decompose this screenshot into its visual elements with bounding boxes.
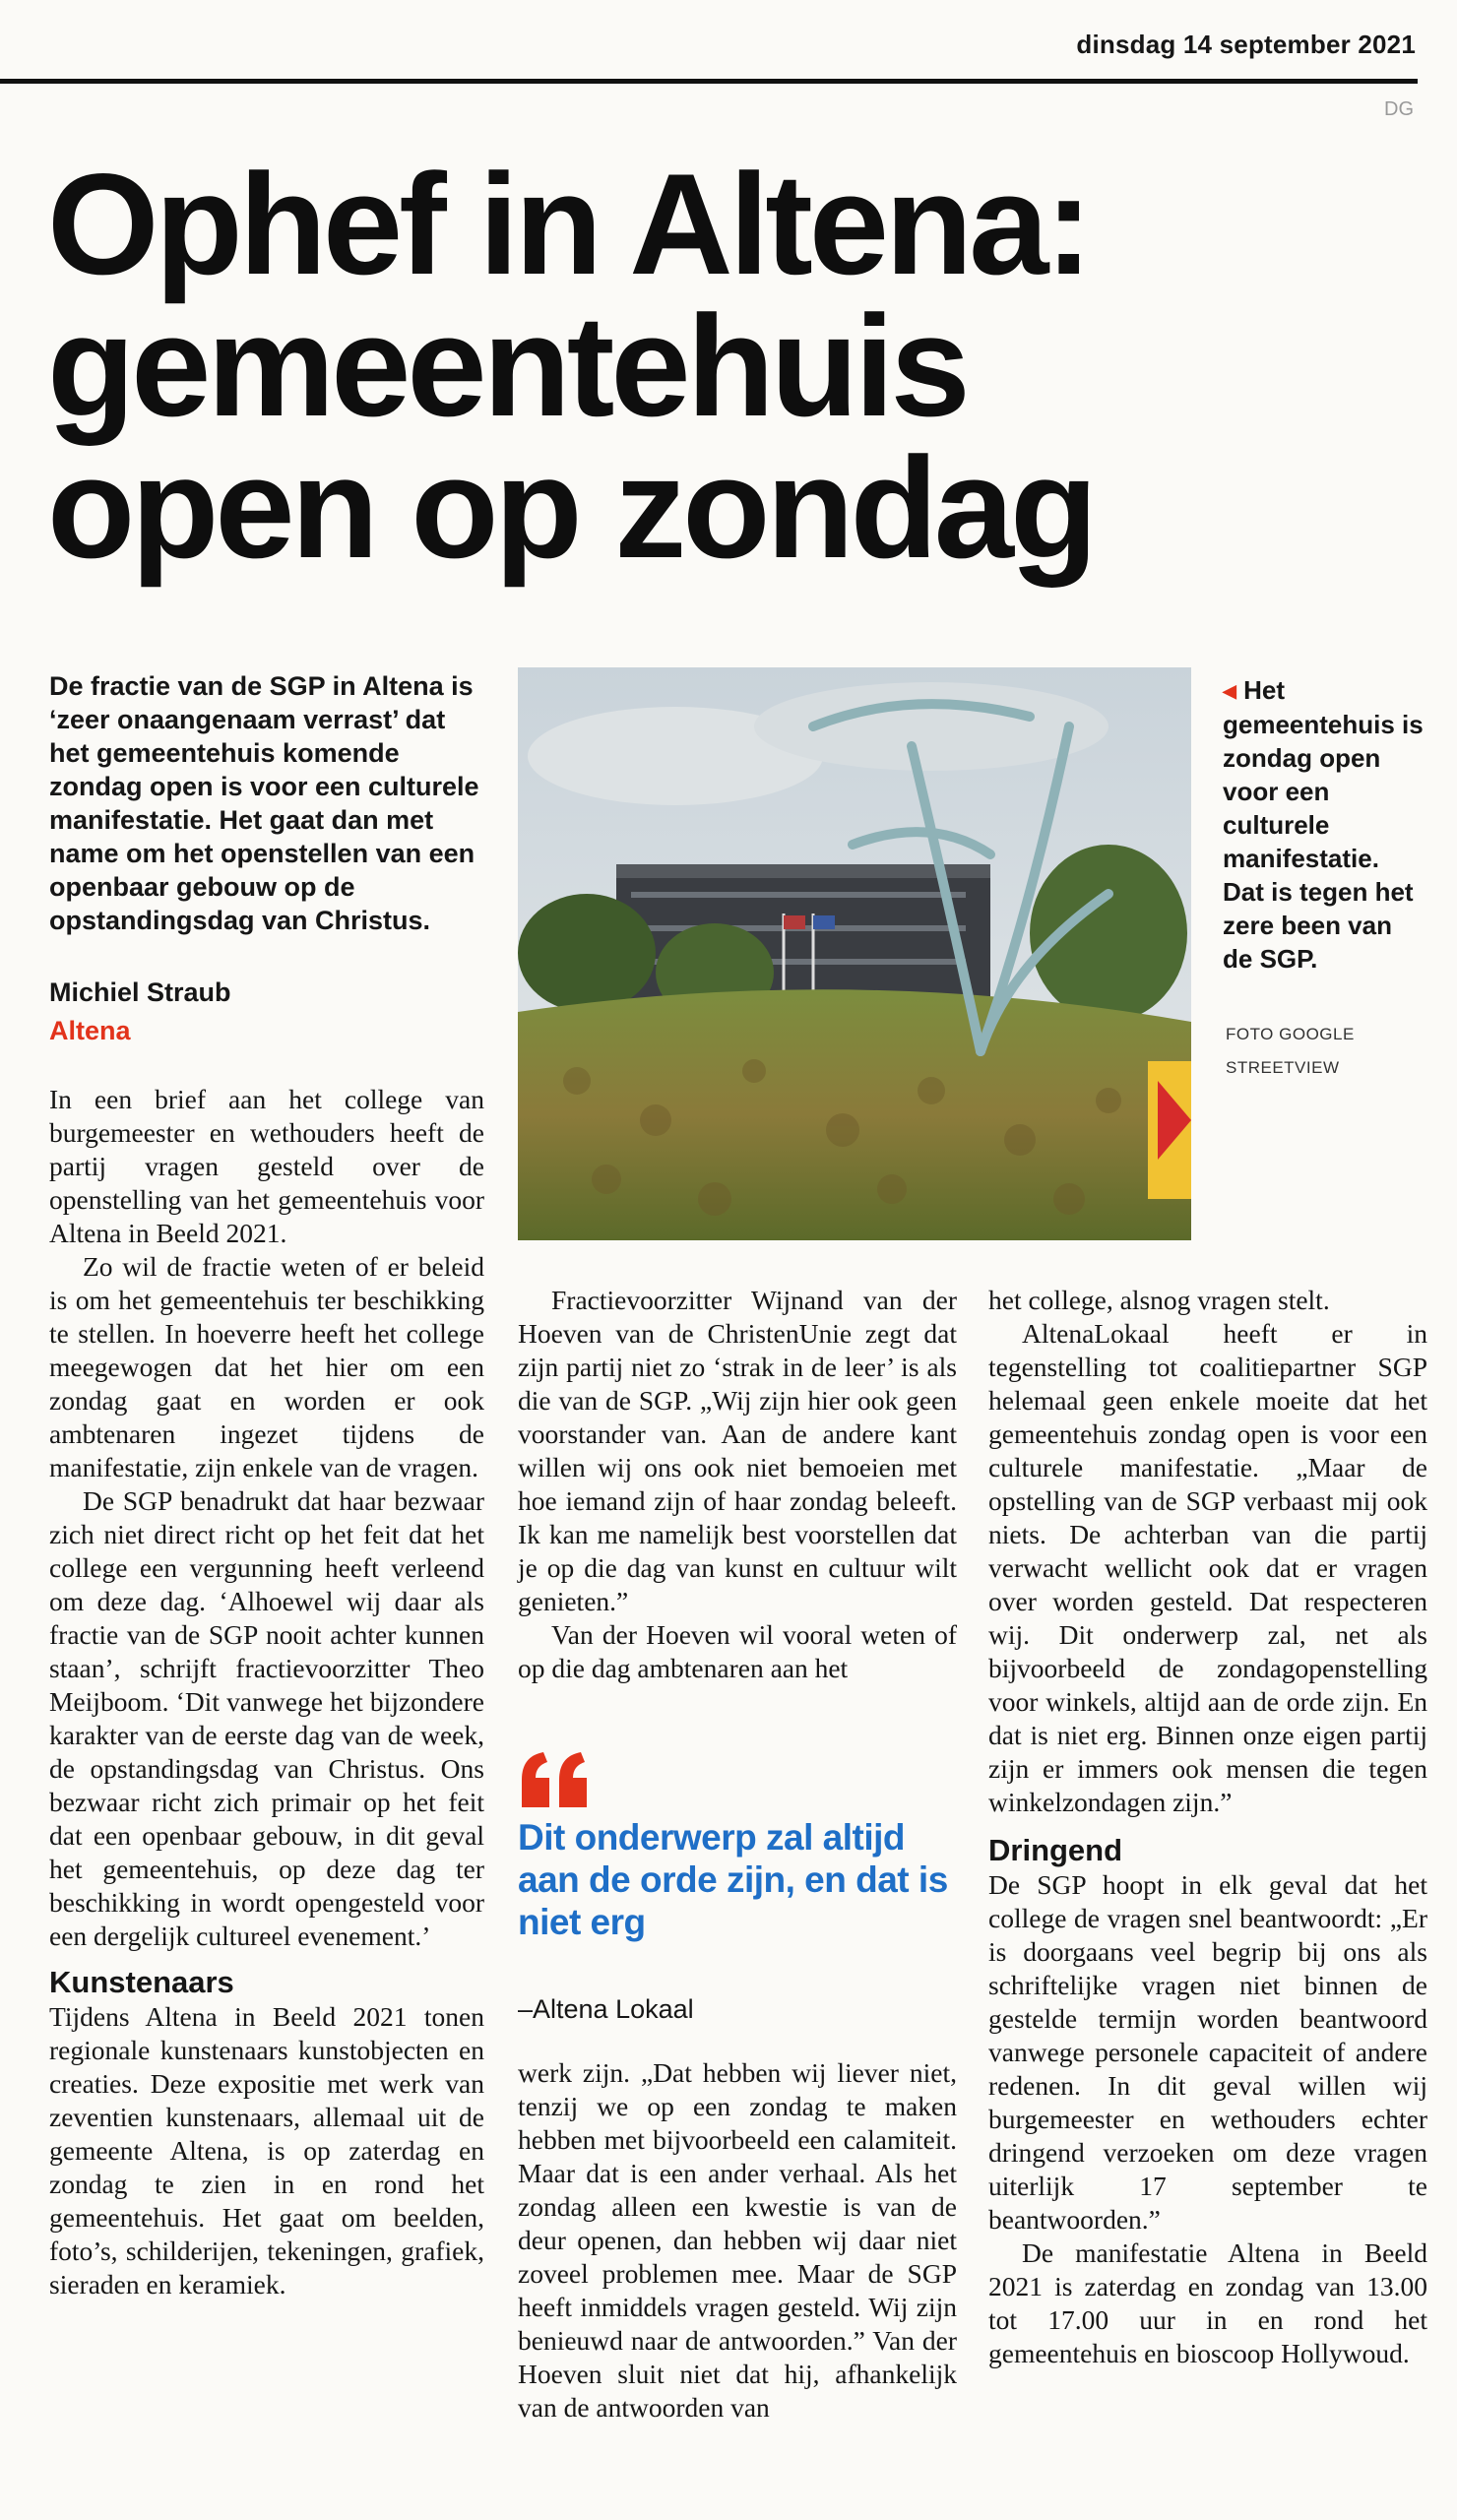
- article-column-1: [49, 1083, 484, 2301]
- col2-paragraph-3: werk zijn. „Dat hebben wij liever niet, tenzij we op een zondag te maken hebben met bijvoorbeeld een calamiteit. Maar dat is een ander verhaal. Als het zondag alleen een kwestie is van de deur openen, dan hebben wij daar niet zoveel problemen mee. Maar de SGP heeft inmiddels vragen gesteld. Wij zijn benieuwd naar de antwoorden.” Van der Hoeven sluit niet dat hij, afhankelijk van de antwoorden van: [518, 2057, 957, 2423]
- page-date: dinsdag 14 september 2021: [1076, 30, 1416, 59]
- col2-paragraph-1: Fractievoorzitter Wijnand van der Hoeven van de ChristenUnie zegt dat zijn partij niet zo ‘strak in de leer’ is als die van de SGP. „Wij zijn hier ook geen voorstander van. Aan de andere kant willen wij ons ook niet bemoeien met hoe iemand zijn of haar zondag beleeft. Ik kan me namelijk best voorstellen dat je op die dag van kunst en cultuur wilt genieten.”: [518, 1285, 957, 1616]
- col1-paragraph-4: Tijdens Altena in Beeld 2021 tonen regionale kunstenaars kunstobjecten en creaties. Deze expositie met werk van zeventien kunstenaars, allemaal uit de gemeente Altena, is op zaterdag en zondag te zien in en rond het gemeentehuis. Het gaat om beelden, foto’s, schilderijen, tekeningen, grafiek, sieraden en keramiek.: [49, 2001, 484, 2300]
- article-column-2-bottom: [518, 2056, 957, 2425]
- col2-paragraph-2: Van der Hoeven wil vooral weten of op die dag ambtenaren aan het: [518, 1619, 957, 1683]
- intro-paragraph: De fractie van de SGP in Altena is ‘zeer onaangenaam verrast’ dat het gemeentehuis komende zondag open is voor een culturele manifestatie. Het gaat dan met name om het openstellen van een openbaar gebouw op de opstandingsdag van Christus.: [49, 671, 479, 935]
- photo-credit-line-1: FOTO GOOGLE: [1226, 1025, 1355, 1043]
- col3-paragraph-3: De SGP hoopt in elk geval dat het college de vragen snel beantwoordt: „Er is doorgaans veel begrip bij ons als schriftelijke vragen niet binnen de gestelde termijn worden beantwoord vanwege personele capaciteit of andere redenen. In dit geval willen wij burgemeester en wethouders echter dringend verzoeken om deze vragen uiterlijk 17 september te beantwoorden.”: [988, 1869, 1427, 2235]
- pull-quote-source: –Altena Lokaal: [518, 1994, 694, 2024]
- col1-paragraph-1: In een brief aan het college van burgemeester en wethouders heeft de partij vragen gesteld over de openstelling van het gemeentehuis voor Altena in Beeld 2021.: [49, 1084, 484, 1248]
- col3-paragraph-4: De manifestatie Altena in Beeld 2021 is zaterdag en zondag van 13.00 tot 17.00 uur in en rond het gemeentehuis en bioscoop Hollywoud.: [988, 2237, 1427, 2368]
- subhead-kunstenaars: Kunstenaars: [49, 1965, 234, 1999]
- caption-arrow-icon: ◀: [1223, 681, 1236, 701]
- col1-paragraph-2: Zo wil de fractie weten of er beleid is om het gemeentehuis ter beschikking te stellen. In hoeverre heeft het college meegewogen dat het hier om een zondag gaat en worden er ook ambtenaren ingezet tijdens de manifestatie, zijn enkele van de vragen.: [49, 1251, 484, 1482]
- photo-credit: [1226, 1018, 1413, 1085]
- quote-mark-icon: [518, 1750, 591, 1811]
- col3-paragraph-2: AltenaLokaal heeft er in tegenstelling tot coalitiepartner SGP helemaal geen enkele moeite dat het gemeentehuis zondag open is voor een culturele manifestatie. „Maar de opstelling van de SGP verbaast mij ook niets. De achterban van die partij verwacht wellicht ook dat er vragen over worden gesteld. Dat respecteren wij. Dit onderwerp zal, net als bijvoorbeeld de zondagopenstelling voor winkels, altijd aan de orde zijn. En dat is niet erg. Binnen onze eigen partij zijn er immers ook mensen die tegen winkelzondagen zijn.”: [988, 1318, 1427, 1817]
- byline-location: Altena: [49, 1016, 131, 1045]
- article-photo: [518, 667, 1191, 1240]
- col1-paragraph-3: De SGP benadrukt dat haar bezwaar zich niet direct richt op het feit dat het college een vergunning heeft verleend om deze dag. ‘Alhoewel wij daar als fractie van de SGP nooit achter kunnen staan’, schrijft fractievoorzitter Theo Meijboom. ‘Dit vanwege het bijzondere karakter van de eerste dag van de week, de opstandingsdag van Christus. Ons bezwaar richt zich primair op het feit dat een openbaar gebouw, in dit geval het gemeentehuis, op deze dag ter beschikking in wordt opengesteld voor een dergelijk cultureel evenement.’: [49, 1485, 484, 1951]
- headline-line-3: open op zondag: [47, 427, 1095, 588]
- article-column-2-top: [518, 1284, 957, 1685]
- headline-line-1: Ophef in Altena:: [47, 144, 1090, 304]
- byline-author: Michiel Straub: [49, 977, 231, 1007]
- pull-quote: Dit onderwerp zal altijd aan de orde zijn, en dat is niet erg: [518, 1817, 948, 1942]
- subhead-dringend: Dringend: [988, 1833, 1123, 1867]
- headline-line-2: gemeentehuis: [47, 285, 967, 446]
- photo-illustration: [518, 667, 1191, 1240]
- header-rule: [0, 79, 1418, 84]
- col3-paragraph-1: het college, alsnog vragen stelt.: [988, 1285, 1330, 1315]
- article-column-3: [988, 1284, 1427, 2370]
- photo-caption: [1223, 673, 1425, 976]
- photo-credit-line-2: STREETVIEW: [1226, 1058, 1340, 1077]
- section-label: DG: [1384, 98, 1414, 120]
- photo-caption-text: Het gemeentehuis is zondag open voor een culturele manifestatie. Dat is tegen het zere been van de SGP.: [1223, 675, 1424, 974]
- headline: [47, 144, 1327, 588]
